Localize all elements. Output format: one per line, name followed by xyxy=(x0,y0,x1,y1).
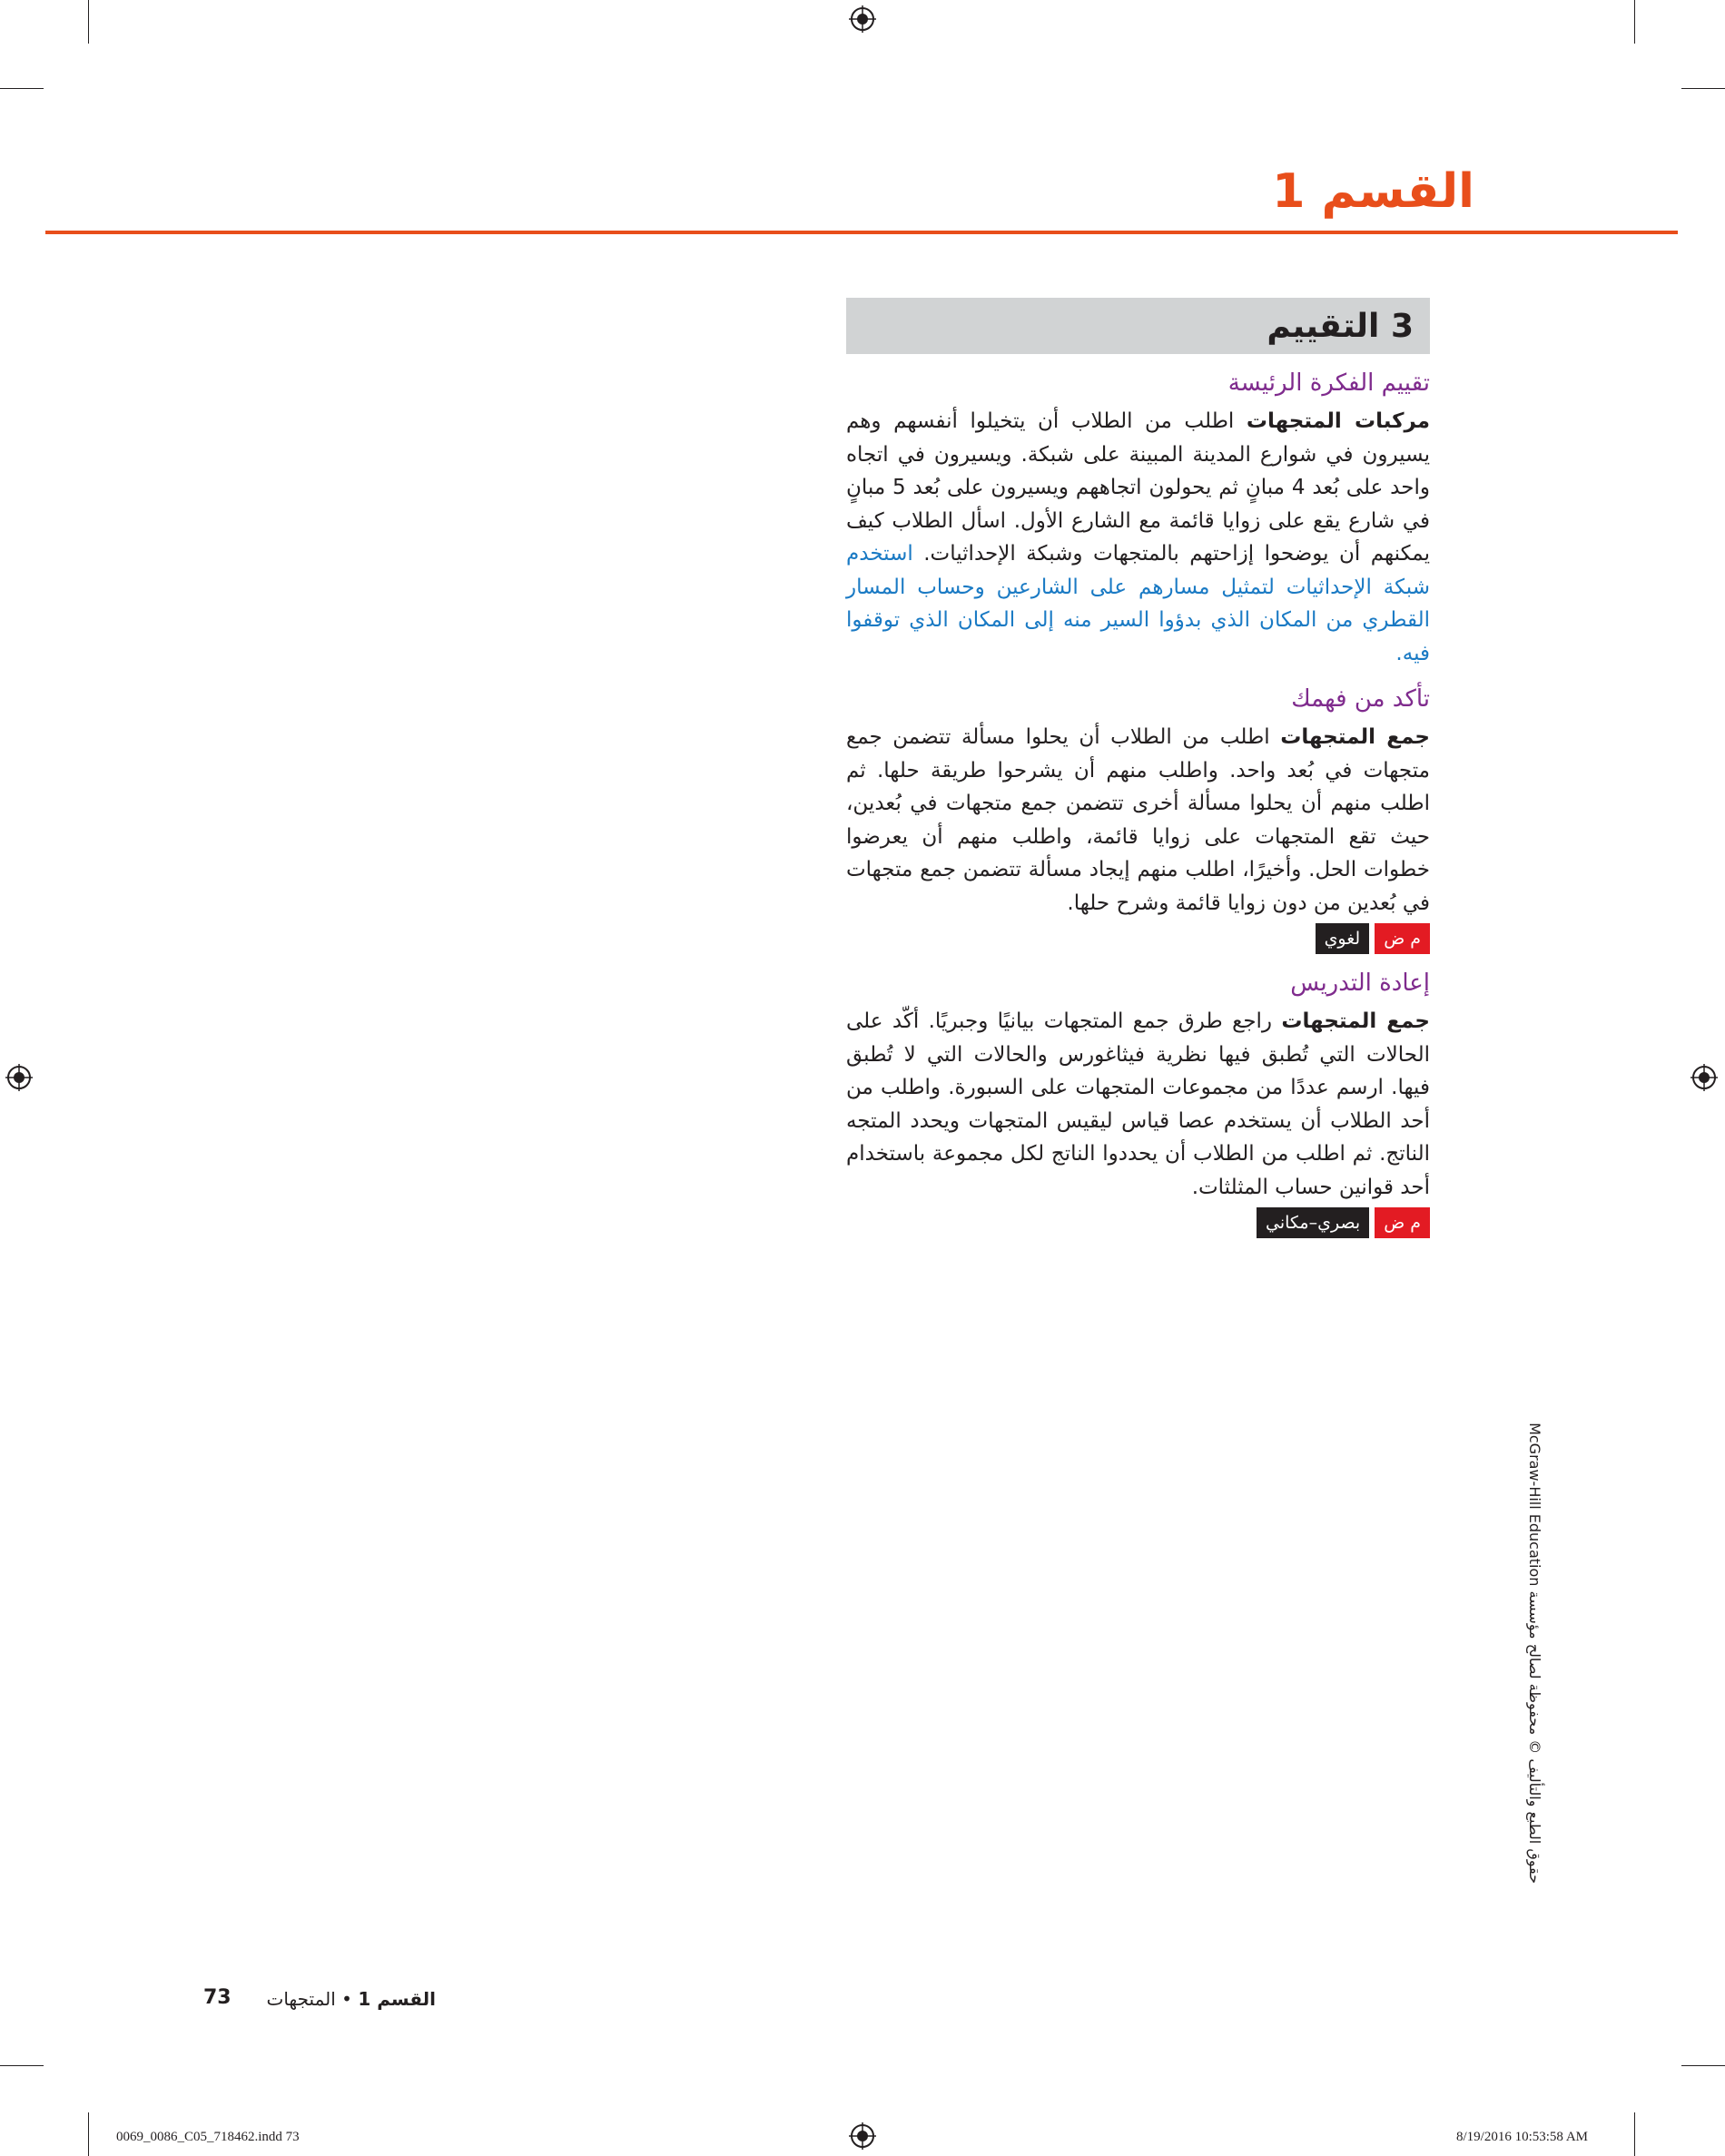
crop-mark xyxy=(88,2112,89,2156)
assessment-block-main-idea xyxy=(846,365,1430,670)
tag-badge: م ض xyxy=(1375,923,1430,954)
tag-badge: م ض xyxy=(1375,1207,1430,1238)
crop-mark xyxy=(1681,88,1725,89)
block-subheading: تقييم الفكرة الرئيسة xyxy=(1227,369,1430,397)
section-header xyxy=(45,162,1678,234)
section-rule xyxy=(45,231,1678,234)
assessment-block-reteach xyxy=(846,965,1430,1238)
block-paragraph xyxy=(846,405,1430,670)
tag-badge: لغوي xyxy=(1316,923,1370,954)
crop-mark xyxy=(88,0,89,44)
assessment-column xyxy=(846,298,1430,1238)
registration-mark-icon xyxy=(1690,1064,1718,1091)
registration-mark-icon xyxy=(849,5,876,33)
block-paragraph xyxy=(846,721,1430,920)
block-answer: استخدم شبكة الإحداثيات لتمثيل مسارهم على الشارعين وحساب المسار القطري من المكان الذي بدؤوا السير منه إلى المكان الذي توقفوا فيه. xyxy=(846,542,1430,665)
section-title: القسم 1 xyxy=(1272,164,1474,219)
block-lead: مركبات المتجهات xyxy=(1246,409,1431,433)
assessment-block-check-understanding xyxy=(846,681,1430,954)
registration-mark-icon xyxy=(849,2122,876,2150)
crop-mark xyxy=(0,88,44,89)
crop-mark xyxy=(1681,2065,1725,2066)
block-lead: جمع المتجهات xyxy=(1280,725,1430,749)
block-paragraph xyxy=(846,1005,1430,1204)
assessment-heading: 3 التقييم xyxy=(1267,307,1414,345)
page-number: 73 xyxy=(203,1986,232,2009)
crop-mark xyxy=(0,2065,44,2066)
assessment-heading-bar xyxy=(846,298,1430,354)
slug-file: 0069_0086_C05_718462.indd 73 xyxy=(116,2130,300,2144)
registration-mark-icon xyxy=(5,1064,33,1091)
copyright-side-text: حقوق الطبع والتأليف © محفوظة لصالح مؤسسة McGraw-Hill Education xyxy=(1526,1423,1543,1884)
folio-separator: • xyxy=(335,1988,359,2010)
folio-chapter: المتجهات xyxy=(266,1988,336,2010)
block-text: اطلب من الطلاب أن يحلوا مسألة تتضمن جمع متجهات في بُعد واحد. واطلب منهم أن يشرحوا طريقة حلها. ثم اطلب منهم أن يحلوا مسألة أخرى تتضمن جمع متجهات في بُعدين، حيث تقع المتجهات على زوايا قائمة، واطلب منهم أن يعرضوا خطوات الحل. وأخيرًا، اطلب منهم إيجاد مسألة تتضمن جمع متجهات في بُعدين من دون زوايا قائمة وشرح حلها. xyxy=(846,725,1430,915)
tag-badge: بصري–مكاني xyxy=(1257,1207,1369,1238)
folio xyxy=(200,1988,436,2010)
block-text: اطلب من الطلاب أن يتخيلوا أنفسهم وهم يسيرون في شوارع المدينة المبينة على شبكة. ويسيرون في اتجاه واحد على بُعد 4 مبانٍ ثم يحولون اتجاههم ويسيرون على بُعد 5 مبانٍ في شارع يقع على زوايا قائمة مع الشارع الأول. اسأل الطلاب كيف يمكنهم أن يوضحوا إزاحتهم بالمتجهات وشبكة الإحداثيات. xyxy=(846,409,1431,566)
block-text: راجع طرق جمع المتجهات بيانيًا وجبريًا. أكّد على الحالات التي تُطبق فيها نظرية فيثاغورس والحالات التي لا تُطبق فيها. ارسم عددًا من مجموعات المتجهات على السبورة. واطلب من أحد الطلاب أن يستخدم عصا قياس ليقيس المتجهات ويحدد المتجه الناتج. ثم اطلب من الطلاب أن يحددوا الناتج لكل مجموعة باستخدام أحد قوانين حساب المثلثات. xyxy=(846,1009,1430,1199)
crop-mark xyxy=(1634,0,1635,44)
block-subheading: تأكد من فهمك xyxy=(1291,685,1430,713)
learning-style-tags xyxy=(846,923,1430,954)
learning-style-tags xyxy=(846,1207,1430,1238)
block-subheading: إعادة التدريس xyxy=(1290,970,1430,997)
block-lead: جمع المتجهات xyxy=(1281,1009,1430,1033)
crop-mark xyxy=(1634,2112,1635,2156)
slug-date: 8/19/2016 10:53:58 AM xyxy=(1456,2130,1589,2144)
folio-section: القسم 1 xyxy=(358,1988,436,2010)
